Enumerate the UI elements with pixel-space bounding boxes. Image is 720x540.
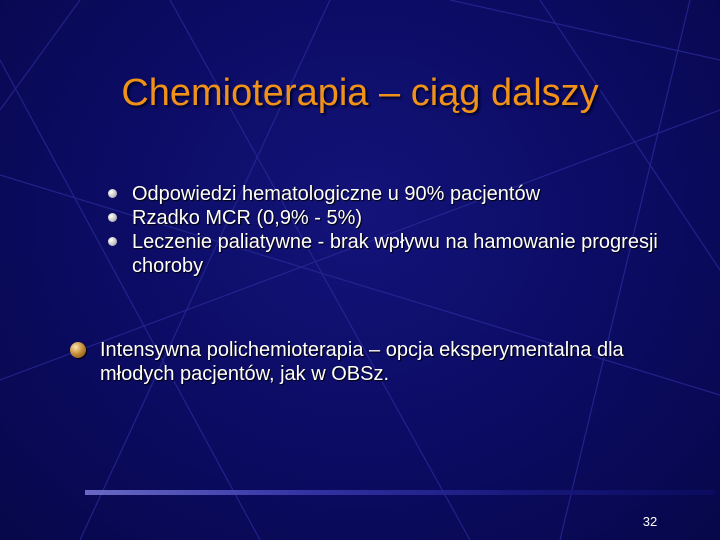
bullet-dot-icon [108, 237, 117, 246]
list-item-text: Rzadko MCR (0,9% - 5%) [132, 207, 363, 229]
sphere-bullet-icon [70, 342, 86, 358]
main-bullet-text: Intensywna polichemioterapia – opcja eksperymentalna dla młodych pacjentów, jak w OBSz. [100, 339, 624, 385]
list-item-text: Odpowiedzi hematologiczne u 90% pacjentów [132, 183, 541, 205]
sub-bullet-list [108, 182, 688, 278]
slide-title: Chemioterapia – ciąg dalszy [121, 72, 599, 114]
list-item [108, 206, 688, 230]
list-item [108, 182, 688, 206]
bottom-divider [85, 490, 715, 495]
list-item [108, 230, 688, 278]
list-item-text: Leczenie paliatywne - brak wpływu na hamowanie progresji choroby [132, 231, 658, 277]
bullet-dot-icon [108, 189, 117, 198]
page-number: 32 [642, 514, 658, 529]
bullet-dot-icon [108, 213, 117, 222]
